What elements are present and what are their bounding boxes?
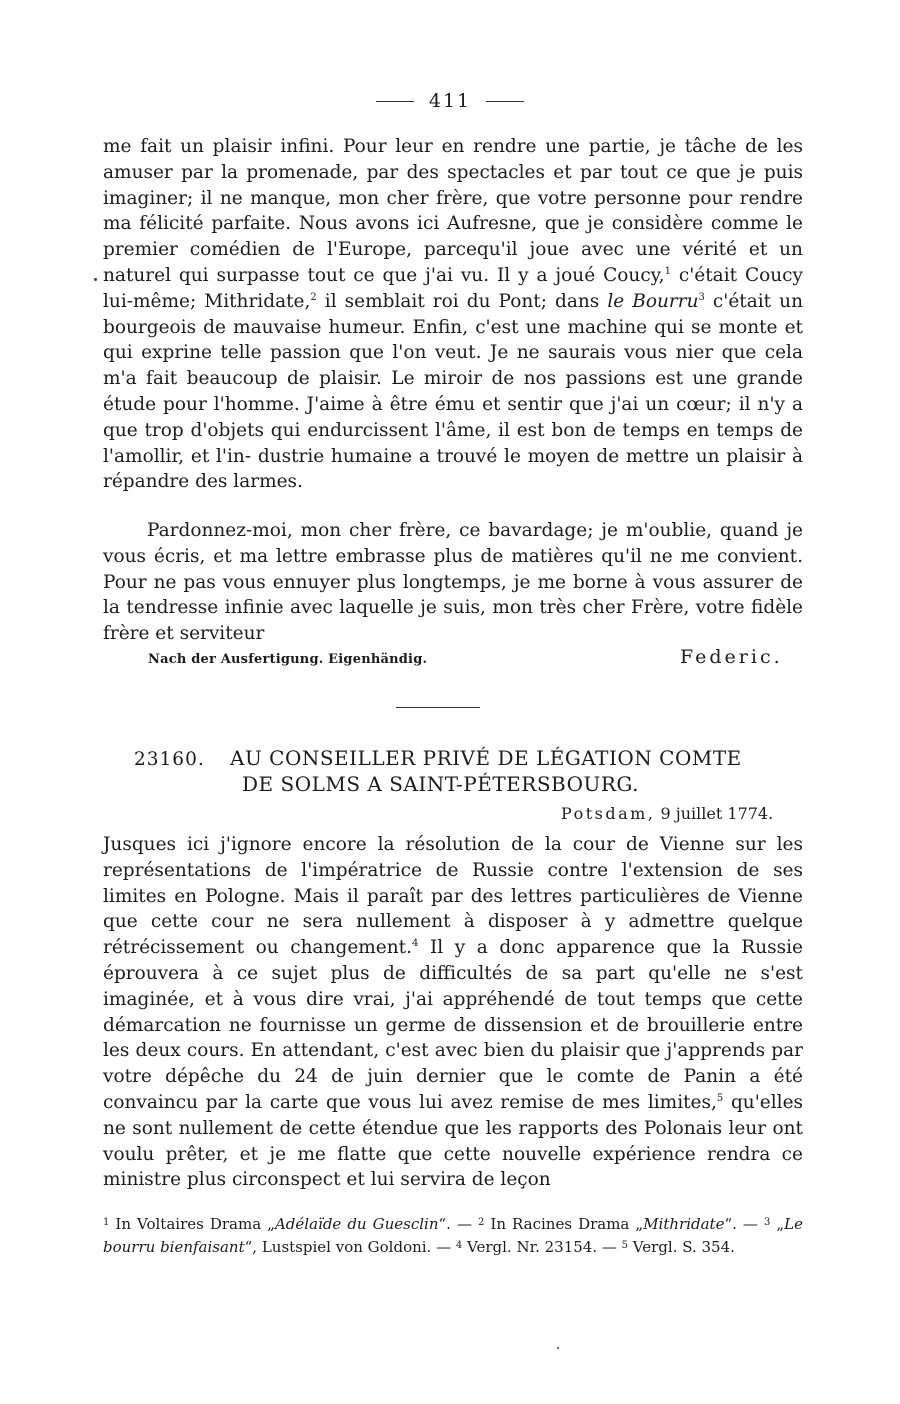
text-line: rendre ma félicité parfaite. Nous avons ici Aufresne, que je considère — [103, 187, 803, 235]
text-line: comme le premier comédien de l'Europe, parcequ'il joue avec une — [103, 213, 803, 261]
text-line: Le miroir de nos passions est une grande étude pour l'homme. J'aime — [103, 368, 803, 415]
source-note: Nach der Ausfertigung. Eigenhändig. — [148, 652, 428, 667]
text-line: c'était un bourgeois de mauvaise humeur. Enfin, — [103, 290, 803, 338]
footnote-ref: 2 — [310, 291, 317, 303]
footnote-text: “. — — [724, 1215, 764, 1233]
text-line: les représentations de l'impératrice de Russie contre l'extension de ses — [103, 834, 803, 881]
text-line: à vous assurer de la tendresse infinie avec laquelle je suis, mon très — [103, 571, 803, 619]
header-rule-left — [376, 101, 414, 102]
dateline-place: Potsdam, — [561, 804, 656, 823]
text-line: dustrie humaine a trouvé le moyen de mettre un plaisir à répandre — [103, 445, 803, 493]
footnote-number: 1 — [103, 1217, 110, 1228]
text-line: limites en Pologne. Mais il paraît par des lettres particulières de — [103, 885, 731, 907]
text-line: quelque rétrécissement ou changement. — [103, 911, 804, 959]
footnote-text: Vergl. S. 354. — [628, 1238, 735, 1256]
text-line: c'était Coucy lui-même; Mithridate, — [103, 264, 803, 312]
footnotes — [103, 1212, 803, 1258]
footnote-text: „ — [770, 1215, 785, 1233]
section-divider — [396, 707, 480, 708]
heading-line-2: DE SOLMS A SAINT-PÉTERSBOURG. — [242, 772, 640, 796]
text-line: s'est imaginée, et à vous dire vrai, j'ai appréhendé de tout temps que — [103, 962, 803, 1010]
text-line: entre les deux cours. En attendant, c'est avec bien du plaisir que — [103, 1014, 803, 1062]
text-line: cher Frère, votre fidèle frère et serviteur — [103, 597, 804, 645]
text-line: à être ému et sentir que j'ai un cœur; il n'y a que trop d'objets qui — [103, 393, 803, 441]
letter-heading — [230, 745, 770, 797]
text-line: j'apprends par votre dépêche du 24 de juin dernier que le comte de — [103, 1040, 803, 1088]
footnote-text: “, Lustspiel von Goldoni. — — [244, 1238, 456, 1256]
text-line: la Russie éprouvera à ce sujet plus de difficultés de sa part qu'elle ne — [103, 937, 803, 984]
print-speck — [557, 1347, 559, 1349]
footnote-text: Vergl. Nr. 23154. — — [462, 1238, 622, 1256]
heading-line-1: AU CONSEILLER PRIVÉ DE LÉGATION COMTE — [230, 746, 742, 770]
footnote-number: 2 — [478, 1217, 485, 1228]
text-line: me convient. Pour ne pas vous ennuyer plus longtemps, je me borne — [103, 545, 803, 593]
footnote-number: 4 — [455, 1240, 463, 1251]
text-line: Vienne que cette cour ne sera nullement à disposer à y admettre — [103, 885, 803, 933]
text-line: Coucy, — [603, 264, 665, 286]
text-line: Pardonnez-moi, mon cher frère, ce bavardage; je m'oublie, — [147, 520, 713, 541]
text-line: vérité et un naturel qui surpasse tout ce que j'ai vu. Il y a joué — [103, 239, 803, 286]
text-line: limites, — [647, 1091, 717, 1113]
letter-paragraph-1 — [103, 134, 803, 495]
letter-body — [103, 832, 803, 1193]
dateline-date: 9 juillet 1774. — [655, 804, 774, 823]
header-rule-right — [486, 101, 524, 102]
dateline — [561, 804, 773, 823]
text-line: qu'elles ne sont nullement de cette étendue que les rapports — [103, 1091, 804, 1139]
text-line: des Polonais leur ont voulu prêter, et je me flatte que cette nouvelle — [103, 1117, 803, 1165]
text-line: Jusques ici j'ignore encore la résolution de la cour de Vienne sur — [103, 834, 766, 855]
text-line: cette démarcation ne fournisse un germe de dissension et de brouillerie — [103, 988, 803, 1036]
text-line: expérience rendra ce ministre plus circonspect et lui servira de leçon — [103, 1143, 803, 1191]
play-title: le Bourru — [607, 290, 699, 312]
letter-paragraph-2 — [103, 518, 803, 647]
footnote-title: Adélaïde du Guesclin — [274, 1215, 439, 1233]
text-line: c'est une machine qui se monte et qui exprine telle passion que l'on — [103, 316, 803, 364]
letter-number: 23160. — [134, 749, 205, 770]
signature: Federic. — [680, 646, 783, 668]
text-line: me fait un plaisir infini. Pour leur en rendre une partie, je tâche de — [103, 136, 768, 157]
footnote-ref: 1 — [664, 265, 671, 277]
text-line: puis imaginer; il ne manque, mon cher frère, que votre personne pour — [103, 161, 803, 209]
page-number: 411 — [428, 90, 472, 112]
text-line: des larmes. — [195, 471, 303, 493]
footnote-text: In Voltaires Drama „ — [109, 1215, 275, 1233]
footnote-text: In Racines Drama „ — [484, 1215, 644, 1233]
footnote-title: Le bourru bienfaisant — [103, 1215, 803, 1256]
footnote-number: 3 — [763, 1217, 771, 1228]
footnote-number: 5 — [621, 1240, 629, 1251]
text-line: quand je vous écris, et ma lettre embrasse plus de matières qu'il ne — [103, 520, 803, 567]
text-line: endurcissent l'âme, il est bon de temps en temps de l'amollir, et l'in- — [103, 419, 803, 467]
print-speck — [94, 278, 97, 281]
text-line: Panin a été convaincu par la carte que vous lui avez remise de mes — [103, 1066, 803, 1113]
footnote-ref: 5 — [716, 1092, 724, 1104]
footnote-title: Mithridate — [643, 1215, 725, 1233]
footnote-text: “. — — [438, 1215, 478, 1233]
footnote-ref: 3 — [698, 291, 705, 303]
page-header — [0, 90, 900, 112]
footnote-ref: 4 — [412, 938, 419, 950]
text-line: il semblait roi du Pont; dans — [316, 290, 608, 312]
text-line: les amuser par la promenade, par des spectacles et par tout ce que je — [103, 136, 803, 183]
text-line: veut. Je ne saurais vous nier que cela m'a fait beaucoup de plaisir. — [103, 342, 804, 390]
text-line: Il y a donc apparence que — [418, 937, 702, 959]
